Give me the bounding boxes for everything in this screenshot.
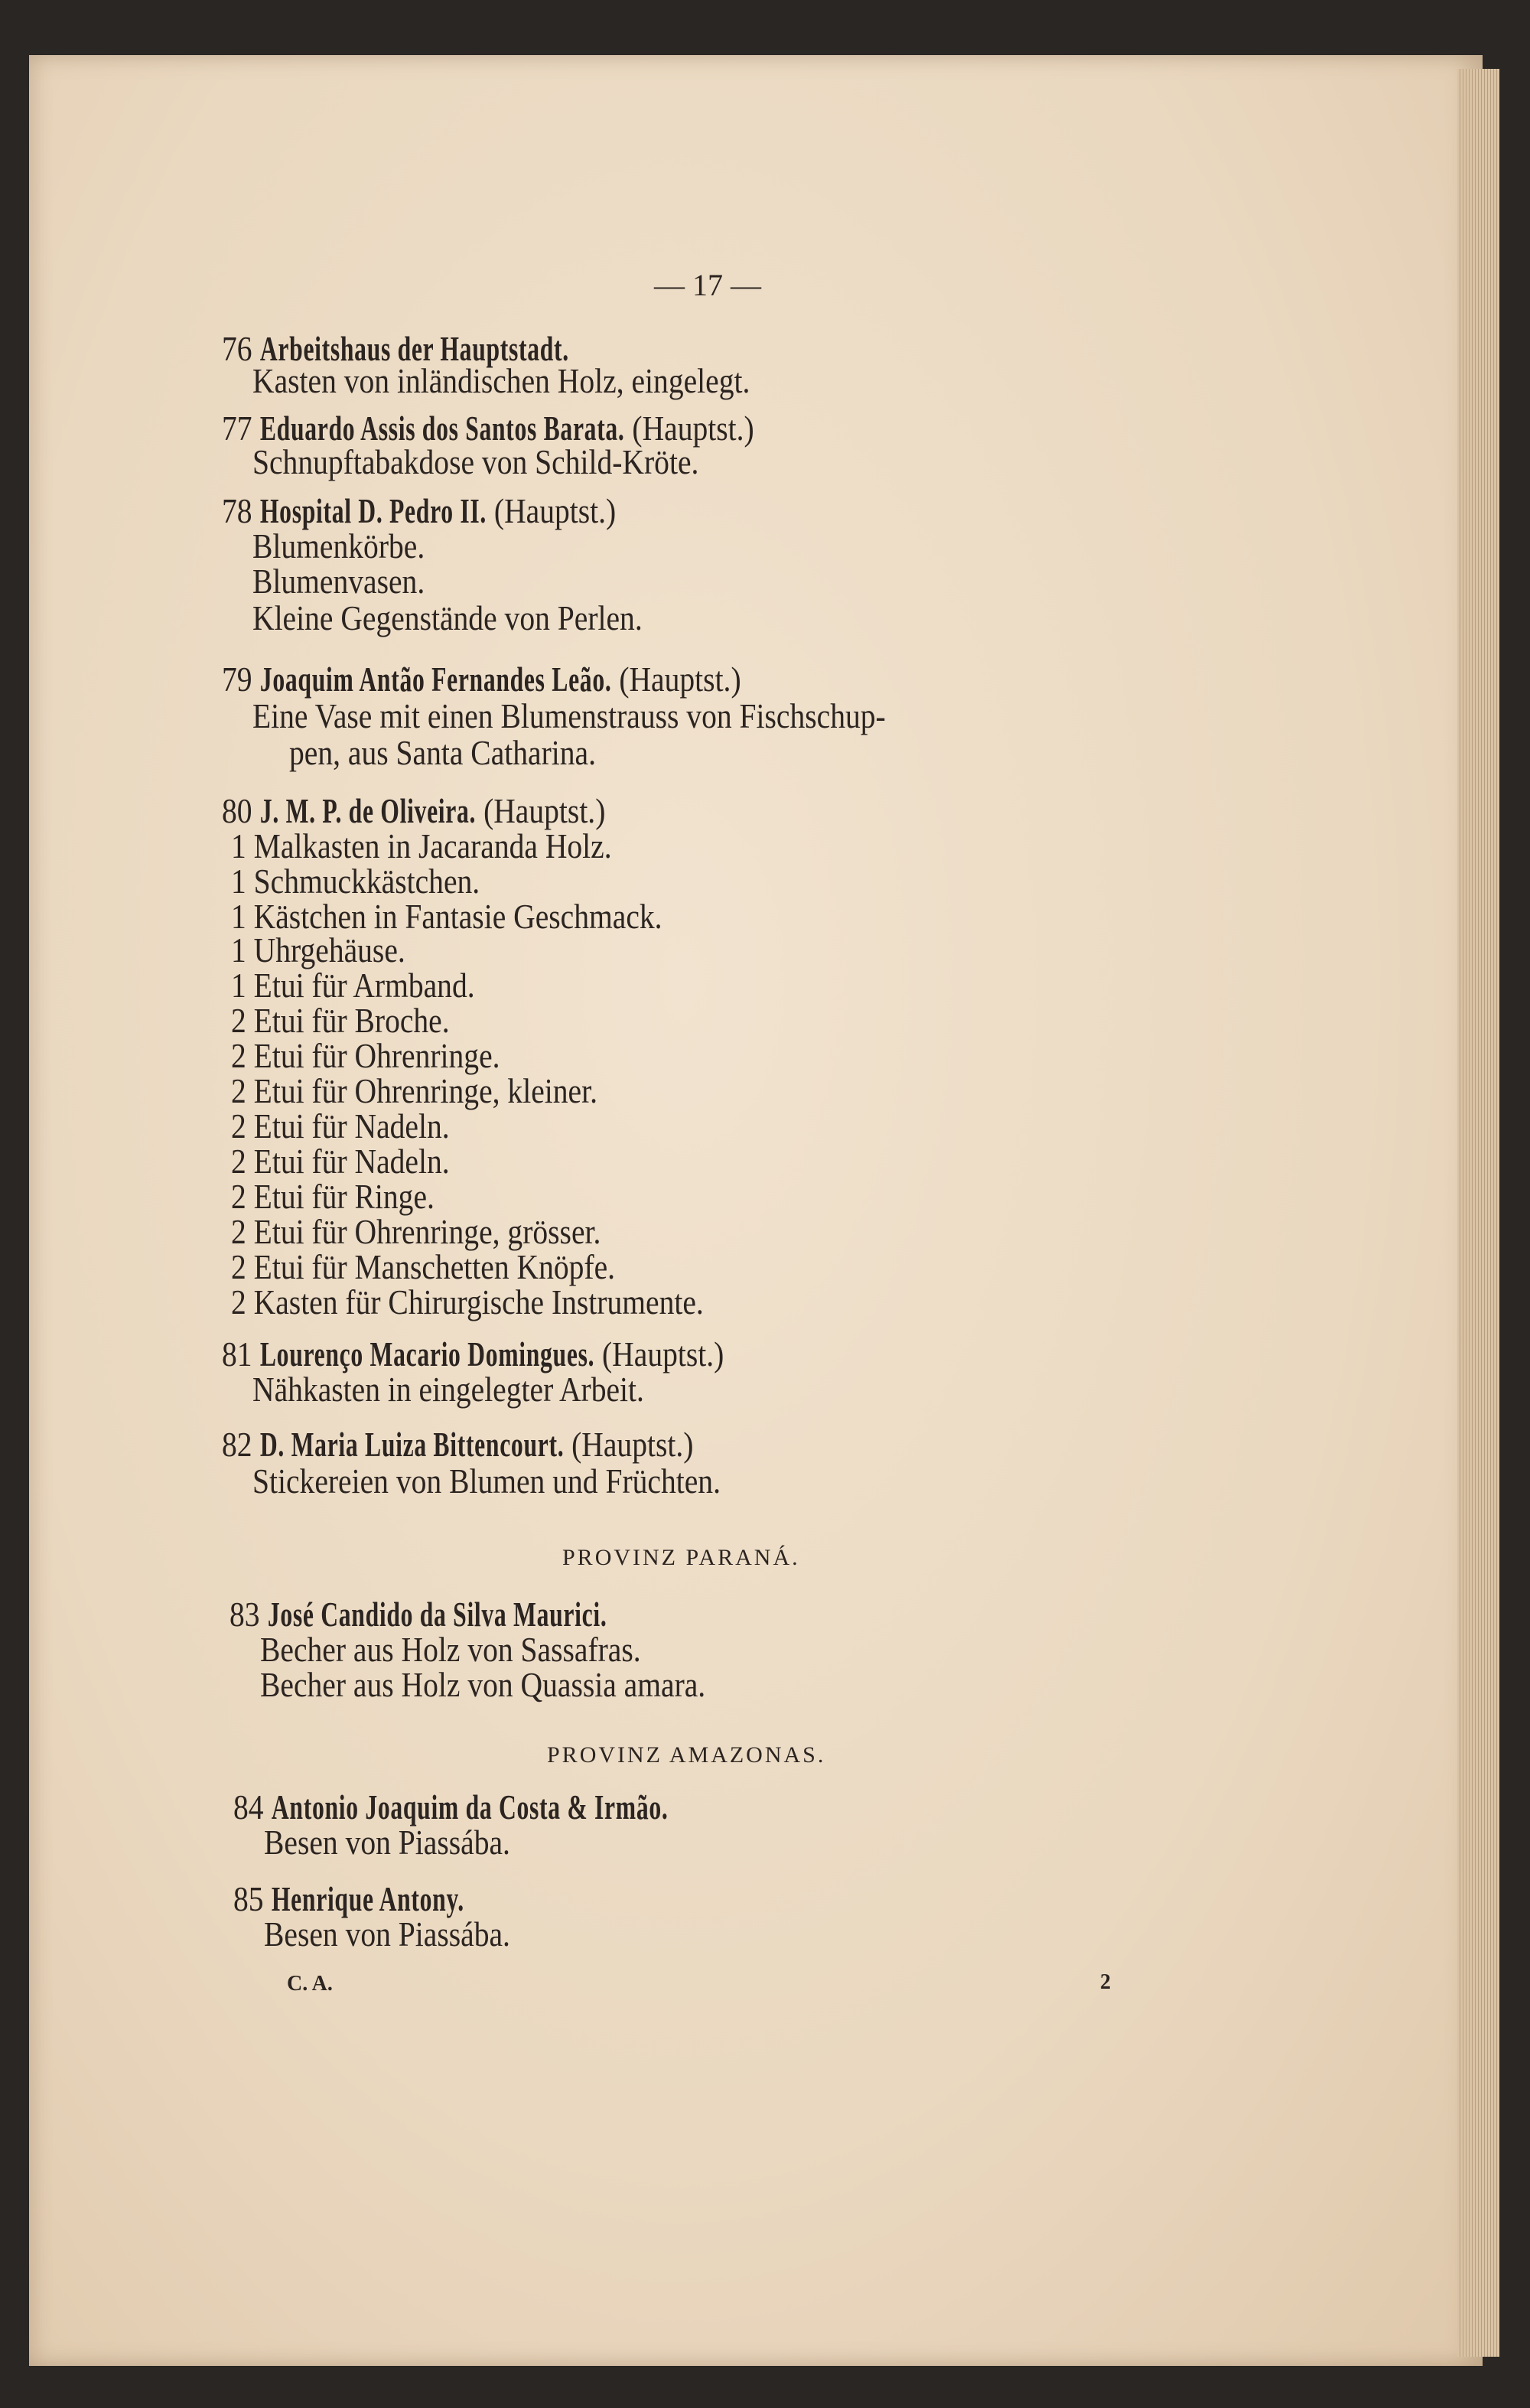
exhibit-item: Stickereien von Blumen und Früchten. bbox=[252, 1461, 721, 1501]
exhibit-item: Kleine Gegenstände von Perlen. bbox=[252, 598, 643, 637]
exhibit-item: 1 Malkasten in Jacaranda Holz. bbox=[231, 826, 612, 865]
entry-header bbox=[222, 660, 741, 699]
exhibit-item: Eine Vase mit einen Blumenstrauss von Fischschup- bbox=[252, 696, 886, 735]
entry-number: 84 bbox=[233, 1787, 264, 1826]
entry-header bbox=[222, 792, 605, 830]
exhibitor-name: Hospital D. Pedro II. bbox=[259, 491, 487, 530]
entry-header bbox=[233, 1788, 675, 1826]
entry-number: 81 bbox=[222, 1334, 252, 1373]
page-edges bbox=[1457, 69, 1499, 2357]
exhibitor-name: Joaquim Antão Fernandes Leão. bbox=[259, 660, 612, 699]
exhibitor-name: Henrique Antony. bbox=[271, 1879, 464, 1918]
exhibit-item: Becher aus Holz von Quassia amara. bbox=[260, 1665, 706, 1704]
entry-number: 78 bbox=[222, 491, 252, 530]
section-heading: PROVINZ PARANÁ. bbox=[562, 1545, 800, 1570]
entry-number: 76 bbox=[222, 329, 252, 368]
exhibitor-name: D. Maria Luiza Bittencourt. bbox=[259, 1425, 564, 1464]
location-note: (Hauptst.) bbox=[619, 660, 741, 699]
entry-header bbox=[222, 1426, 693, 1464]
entry-number: 80 bbox=[222, 791, 252, 830]
signature-mark: C. A. bbox=[287, 1972, 333, 1996]
exhibit-item: 2 Etui für Broche. bbox=[231, 1001, 450, 1040]
exhibit-item: 2 Etui für Ringe. bbox=[231, 1177, 435, 1216]
page-number: — 17 — bbox=[654, 268, 761, 302]
location-note: (Hauptst.) bbox=[571, 1425, 694, 1464]
location-note: (Hauptst.) bbox=[632, 409, 754, 448]
exhibitor-name: Eduardo Assis dos Santos Barata. bbox=[259, 409, 625, 448]
exhibitor-name: Antonio Joaquim da Costa & Irmão. bbox=[271, 1787, 669, 1826]
entry-header bbox=[233, 1880, 472, 1918]
exhibit-item: Kasten von inländischen Holz, eingelegt. bbox=[252, 361, 750, 400]
exhibitor-name: Arbeitshaus der Hauptstadt. bbox=[259, 329, 569, 368]
entry-number: 77 bbox=[222, 409, 252, 448]
exhibit-item: 2 Etui für Nadeln. bbox=[231, 1106, 450, 1145]
exhibit-item: 2 Etui für Manschetten Knöpfe. bbox=[231, 1247, 616, 1286]
section-heading: PROVINZ AMAZONAS. bbox=[547, 1742, 826, 1768]
exhibit-item: 2 Kasten für Chirurgische Instrumente. bbox=[231, 1282, 704, 1321]
exhibit-item: 1 Uhrgehäuse. bbox=[231, 930, 405, 969]
entry-number: 85 bbox=[233, 1879, 264, 1918]
entry-header bbox=[222, 1335, 724, 1373]
exhibit-item: 1 Etui für Armband. bbox=[231, 966, 475, 1005]
exhibit-item: pen, aus Santa Catharina. bbox=[289, 733, 596, 772]
entry-header bbox=[230, 1595, 614, 1634]
location-note: (Hauptst.) bbox=[493, 491, 617, 530]
entry-header bbox=[222, 492, 616, 530]
exhibit-item: Blumenvasen. bbox=[252, 562, 425, 601]
exhibit-item: 1 Schmuckkästchen. bbox=[231, 862, 480, 901]
exhibit-item: Becher aus Holz von Sassafras. bbox=[260, 1630, 641, 1669]
exhibit-item: 2 Etui für Nadeln. bbox=[231, 1142, 450, 1181]
location-note: (Hauptst.) bbox=[483, 791, 606, 830]
exhibitor-name: José Candido da Silva Maurici. bbox=[267, 1595, 607, 1634]
exhibit-item: 1 Kästchen in Fantasie Geschmack. bbox=[231, 897, 662, 936]
sheet-number: 2 bbox=[1100, 1970, 1111, 1994]
exhibit-item: 2 Etui für Ohrenringe, grösser. bbox=[231, 1212, 601, 1251]
exhibitor-name: Lourenço Macario Domingues. bbox=[259, 1334, 594, 1373]
exhibit-item: Schnupftabakdose von Schild-Kröte. bbox=[252, 442, 699, 481]
location-note: (Hauptst.) bbox=[602, 1334, 724, 1373]
exhibit-item: Besen von Piassába. bbox=[264, 1914, 510, 1953]
exhibit-item: 2 Etui für Ohrenringe, kleiner. bbox=[231, 1071, 597, 1110]
entry-number: 82 bbox=[222, 1425, 252, 1464]
exhibit-item: Nähkasten in eingelegter Arbeit. bbox=[252, 1370, 644, 1409]
exhibitor-name: J. M. P. de Oliveira. bbox=[259, 791, 476, 830]
entry-number: 79 bbox=[222, 660, 252, 699]
exhibit-item: 2 Etui für Ohrenringe. bbox=[231, 1036, 500, 1075]
entry-number: 83 bbox=[230, 1595, 260, 1634]
exhibit-item: Blumenkörbe. bbox=[252, 526, 425, 565]
exhibit-item: Besen von Piassába. bbox=[264, 1823, 510, 1862]
